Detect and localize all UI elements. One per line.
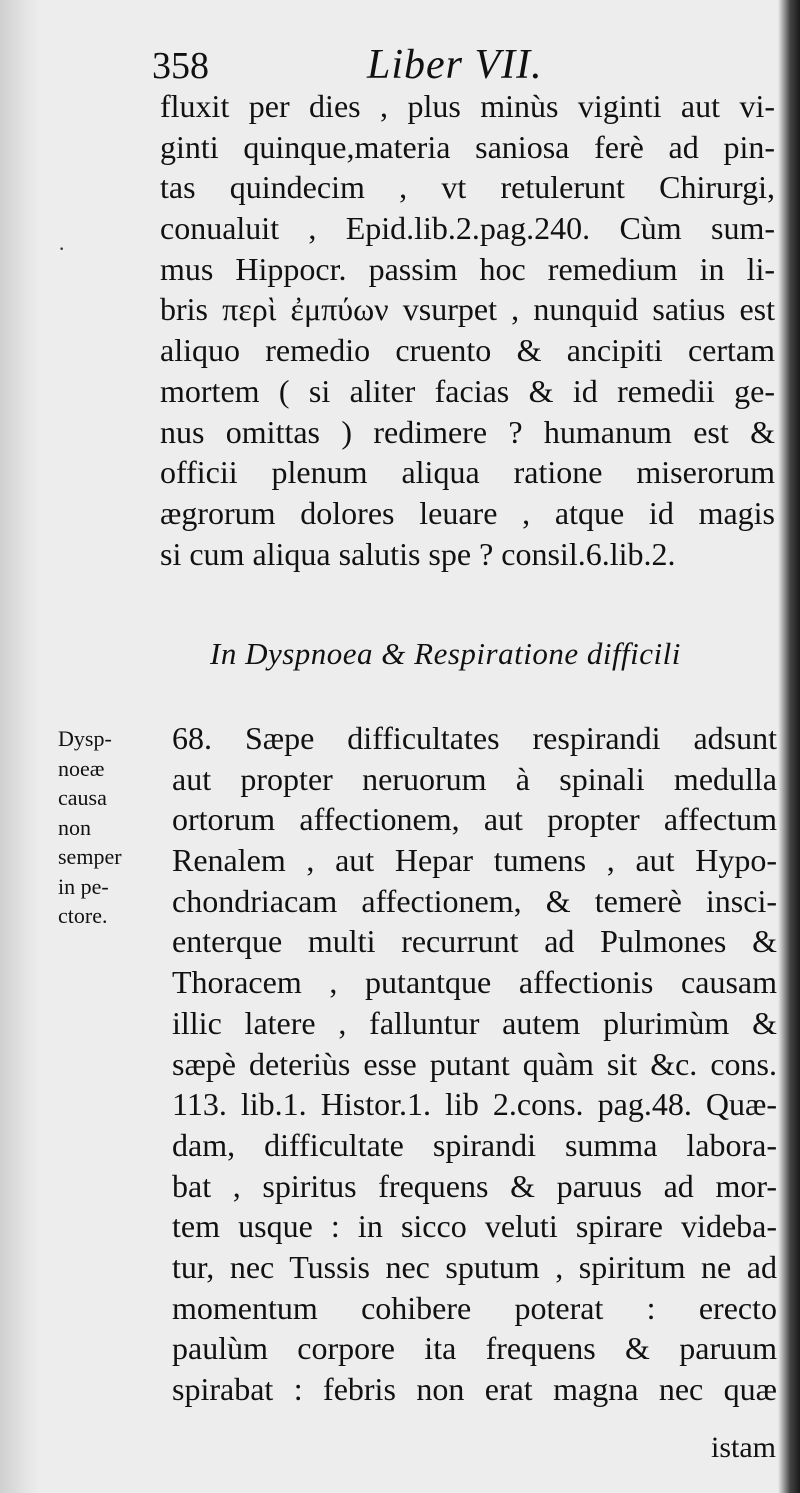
text-line: momentum cohibere poterat : erecto <box>172 1289 777 1326</box>
text-line: Thoracem , putantque affectionis causam <box>172 964 777 1001</box>
section-heading: In Dyspnoea & Respiratione difficili <box>210 636 681 671</box>
marginal-note-line: in pe- <box>58 873 109 899</box>
paragraph-continuation <box>160 86 775 574</box>
text-line: aliquo remedio cruento & ancipiti certam <box>160 332 775 369</box>
text-line: mus Hippocr. passim hoc remedium in li- <box>160 250 775 287</box>
paragraph-68 <box>172 718 777 1410</box>
marginal-note-line: causa <box>58 785 107 810</box>
text-line: fluxit per dies , plus minùs viginti aut vi- <box>160 88 775 124</box>
text-line: mortem ( si aliter facias & id remedii ge- <box>160 372 775 409</box>
text-line: officii plenum aliqua ratione miserorum <box>160 454 775 491</box>
page-number: 358 <box>152 45 209 87</box>
text-line: ægrorum dolores leuare , atque id magis <box>160 494 775 531</box>
text-line: sæpè deteriùs esse putant quàm sit &c. cons. <box>172 1045 777 1082</box>
marginal-note-line: semper <box>58 844 122 869</box>
text-line: 68. Sæpe difficultates respirandi adsunt <box>172 720 777 756</box>
text-line: enterque multi recurrunt ad Pulmones & <box>172 923 777 960</box>
text-line: spirabat : febris non erat magna nec quæ <box>172 1371 777 1407</box>
marginal-note <box>58 724 158 931</box>
text-line: tas quindecim , vt retulerunt Chirurgi, <box>160 169 775 206</box>
marginal-note-line: non <box>58 814 91 840</box>
marginal-note-line: noeæ <box>58 755 105 781</box>
text-line: paulùm corpore ita frequens & paruum <box>172 1330 777 1367</box>
text-line: aut propter neruorum à spinali medulla <box>172 760 777 797</box>
text-line: si cum aliqua salutis spe ? consil.6.lib.2. <box>160 535 676 572</box>
running-head: Liber VII. <box>367 42 543 88</box>
text-line: Renalem , aut Hepar tumens , aut Hypo- <box>172 842 777 879</box>
text-line: 113. lib.1. Histor.1. lib 2.cons. pag.48. Quæ- <box>172 1086 777 1123</box>
page-header <box>152 42 712 92</box>
text-line: ginti quinque,materia saniosa ferè ad pin- <box>160 128 775 165</box>
text-line: dam, difficultate spirandi summa labora- <box>172 1126 777 1163</box>
text-line: tem usque : in sicco veluti spirare videba- <box>172 1208 777 1245</box>
text-line: chondriacam affectionem, & temerè insci- <box>172 882 777 919</box>
catchword: istam <box>711 1431 776 1464</box>
text-line: bat , spiritus frequens & paruus ad mor- <box>172 1167 777 1204</box>
text-line: illic latere , falluntur autem plurimùm & <box>172 1004 777 1041</box>
text-line: conualuit , Epid.lib.2.pag.240. Cùm sum- <box>160 210 775 247</box>
text-line: nus omittas ) redimere ? humanum est & <box>160 413 775 450</box>
marginal-note-line: Dysp- <box>58 726 112 751</box>
text-line: tur, nec Tussis nec sputum , spiritum ne ad <box>172 1248 777 1285</box>
marginal-note-line: ctore. <box>58 903 108 928</box>
text-line: bris περὶ ἐμπύων vsurpet , nunquid satius est <box>160 291 775 328</box>
text-line: ortorum affectionem, aut propter affectum <box>172 801 777 838</box>
ink-speck: · <box>58 236 66 261</box>
